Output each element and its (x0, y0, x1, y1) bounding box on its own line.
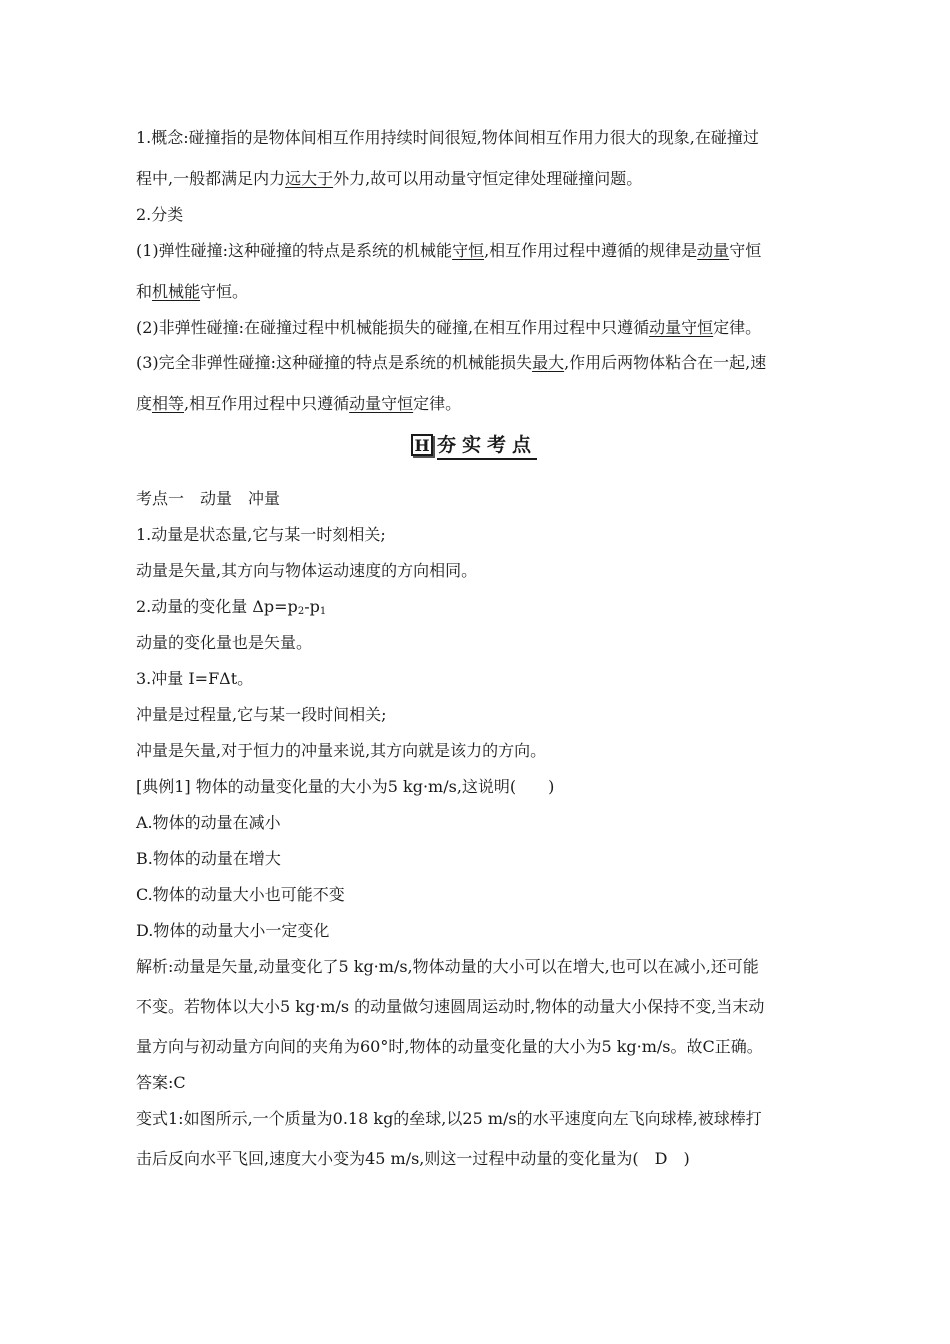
option-c: C.物体的动量大小也可能不变 (136, 885, 345, 904)
text-span: 外力,故可以用动量守恒定律处理碰撞问题。 (333, 169, 643, 188)
topic-line: 1.动量是状态量,它与某一时刻相关; (136, 525, 386, 544)
fill-blank-answer: 相等 (152, 394, 185, 413)
text-span: 和 (136, 282, 153, 301)
fill-blank-answer: 机械能 (152, 282, 201, 301)
classify-title: 2.分类 (136, 205, 184, 224)
analysis-line: 量方向与初动量方向间的夹角为60°时,物体的动量变化量的大小为5 kg·m/s。故C正确。 (136, 1037, 763, 1056)
perfect-inelastic-line-2 (136, 393, 818, 415)
section-heading-text: 夯实考点 (437, 430, 537, 460)
topic-line: 动量是矢量,其方向与物体运动速度的方向相同。 (136, 561, 478, 580)
subscript: 1 (319, 606, 327, 617)
fill-blank-answer: 远大于 (285, 169, 334, 188)
option-d: D.物体的动量大小一定变化 (136, 921, 330, 940)
fill-blank-answer: 最大 (532, 353, 565, 372)
variant-line-1: 变式1:如图所示,一个质量为0.18 kg的垒球,以25 m/s的水平速度向左飞向球棒,被球棒打 (136, 1109, 762, 1128)
option-a: A.物体的动量在减小 (136, 813, 281, 832)
example-question: [典例1] 物体的动量变化量的大小为5 kg·m/s,这说明( ) (136, 777, 555, 796)
inelastic-line (136, 317, 818, 339)
text-span: (1)弹性碰撞:这种碰撞的特点是系统的机械能 (136, 241, 453, 260)
text-span: 度 (136, 394, 153, 413)
concept-line-2 (136, 168, 818, 190)
perfect-inelastic-line-1 (136, 352, 818, 374)
elastic-line-1 (136, 240, 818, 262)
fill-blank-answer: 动量 (697, 241, 730, 260)
topic-line (136, 596, 818, 623)
text-span: ,相互作用过程中遵循的规律是 (484, 241, 698, 260)
section-letter-icon: H (411, 434, 433, 456)
text-span: 守恒 (729, 241, 762, 260)
topic-line: 冲量是矢量,对于恒力的冲量来说,其方向就是该力的方向。 (136, 741, 547, 760)
topic-title: 考点一 动量 冲量 (136, 489, 281, 508)
topic-line: 3.冲量 I=FΔt。 (136, 669, 254, 688)
text-span: 程中,一般都满足内力 (136, 169, 286, 188)
fill-blank-answer: 守恒 (452, 241, 485, 260)
text-span: (3)完全非弹性碰撞:这种碰撞的特点是系统的机械能损失 (136, 353, 533, 372)
topic-line: 冲量是过程量,它与某一段时间相关; (136, 705, 387, 724)
fill-blank-answer: 动量守恒 (649, 318, 714, 337)
text-span: 2.动量的变化量 Δp=p (136, 597, 298, 616)
section-heading (411, 430, 537, 460)
analysis-line: 不变。若物体以大小5 kg·m/s 的动量做匀速圆周运动时,物体的动量大小保持不变,当末动 (136, 997, 765, 1016)
text-span: 定律。 (713, 318, 762, 337)
elastic-line-2 (136, 281, 818, 303)
subscript: 2 (297, 606, 305, 617)
text-span: -p (304, 597, 320, 616)
text-span: 守恒。 (200, 282, 249, 301)
text-span: (2)非弹性碰撞:在碰撞过程中机械能损失的碰撞,在相互作用过程中只遵循 (136, 318, 650, 337)
option-b: B.物体的动量在增大 (136, 849, 281, 868)
text-span: ,相互作用过程中只遵循 (184, 394, 350, 413)
answer-line: 答案:C (136, 1073, 186, 1092)
text-span: 定律。 (413, 394, 462, 413)
analysis-line: 解析:动量是矢量,动量变化了5 kg·m/s,物体动量的大小可以在增大,也可以在减小,还可能 (136, 957, 759, 976)
topic-line: 动量的变化量也是矢量。 (136, 633, 313, 652)
variant-line-2: 击后反向水平飞回,速度大小变为45 m/s,则这一过程中动量的变化量为( D ) (136, 1149, 690, 1168)
text-span: ,作用后两物体粘合在一起,速 (564, 353, 767, 372)
concept-line-1: 1.概念:碰撞指的是物体间相互作用持续时间很短,物体间相互作用力很大的现象,在碰撞过 (136, 128, 759, 147)
fill-blank-answer: 动量守恒 (349, 394, 414, 413)
